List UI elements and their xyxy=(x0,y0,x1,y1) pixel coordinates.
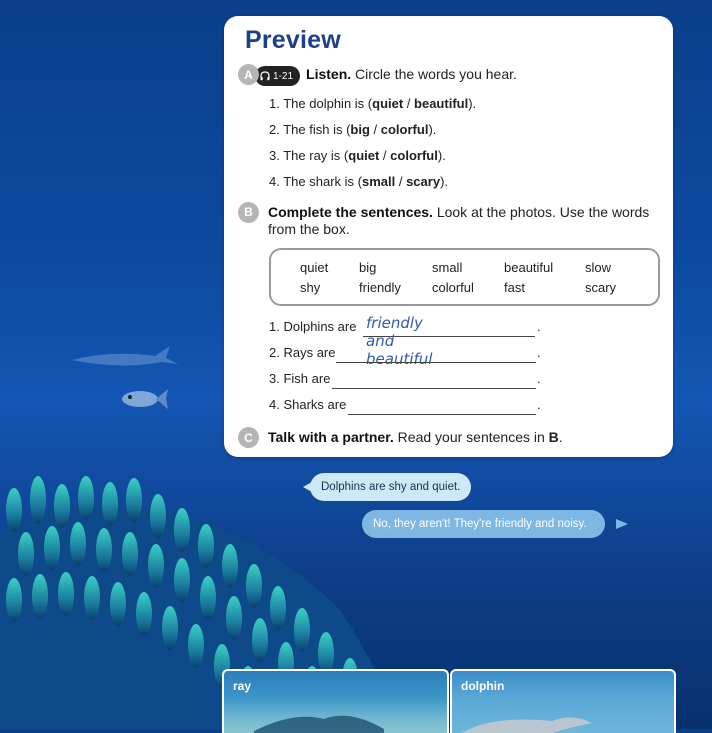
answer-blank[interactable] xyxy=(332,371,536,389)
word-box-word: friendly xyxy=(359,280,401,295)
shark-silhouette xyxy=(70,340,180,380)
word-box xyxy=(269,248,660,306)
section-a-instruction: Circle the words you hear. xyxy=(355,66,517,82)
word-box-word: shy xyxy=(300,280,321,295)
choice-word[interactable]: colorful xyxy=(390,148,438,163)
section-badge-a: A xyxy=(238,64,259,85)
word-box-word: fast xyxy=(504,280,525,295)
photo-label-dolphin: dolphin xyxy=(461,679,505,693)
word-box-word: colorful xyxy=(432,280,474,295)
speech-bubble-tail xyxy=(616,519,628,529)
speech-bubble-student-a: Dolphins are shy and quiet. xyxy=(310,473,471,501)
choice-word[interactable]: big xyxy=(350,122,370,137)
section-b-lead: Complete the sentences. xyxy=(268,204,433,220)
list-item: 1. The dolphin is (quiet / beautiful). xyxy=(269,96,477,111)
section-c-lead: Talk with a partner. xyxy=(268,429,394,445)
section-c-header: C Talk with a partner. Read your sentences in B. xyxy=(238,429,563,448)
section-b-header xyxy=(238,204,658,238)
choice-word[interactable]: quiet xyxy=(348,148,380,163)
choice-word[interactable]: colorful xyxy=(380,122,429,137)
choice-word[interactable]: small xyxy=(361,174,396,189)
list-item: 4. Sharks are . xyxy=(269,397,356,423)
fish-image xyxy=(118,384,170,412)
list-item: 1. Dolphins are friendly and beautiful . xyxy=(269,314,541,368)
handwritten-answer: friendly and beautiful xyxy=(366,314,433,368)
ray-photo xyxy=(222,669,449,733)
audio-track-number: 1-21 xyxy=(273,70,294,82)
answer-blank[interactable] xyxy=(336,345,536,363)
section-badge-c: C xyxy=(238,427,259,448)
choice-word[interactable]: quiet xyxy=(372,96,404,111)
section-b-instruction: Look at the photos. Use the words from the box. xyxy=(268,204,650,237)
list-item: 2. Rays are . xyxy=(269,345,356,371)
preview-card xyxy=(224,16,673,457)
section-badge-b: B xyxy=(238,202,259,223)
word-box-word: beautiful xyxy=(504,260,554,275)
list-item: 2. The fish is (big / colorful). xyxy=(269,122,437,137)
choice-word[interactable]: beautiful xyxy=(414,96,469,111)
audio-track-button[interactable] xyxy=(255,66,300,86)
headphones-icon xyxy=(260,71,270,81)
word-box-word: big xyxy=(359,260,377,275)
list-item: 3. Fish are . xyxy=(269,371,356,397)
dolphin-photo xyxy=(450,669,676,733)
list-item: 4. The shark is (small / scary). xyxy=(269,174,449,189)
speech-bubble-student-b: No, they aren't! They're friendly and noisy. xyxy=(362,510,605,538)
photo-label-ray: ray xyxy=(233,679,252,693)
sentence-items xyxy=(269,314,541,423)
choice-word[interactable]: scary xyxy=(406,174,441,189)
section-a-header xyxy=(238,66,517,86)
word-box-word: scary xyxy=(585,280,617,295)
section-a-lead: Listen. xyxy=(306,66,352,82)
word-box-word: quiet xyxy=(300,260,329,275)
word-box-word: small xyxy=(432,260,463,275)
listen-items xyxy=(269,96,476,200)
dolphin-image xyxy=(452,671,674,733)
ray-image xyxy=(224,671,447,733)
list-item: 3. The ray is (quiet / colorful). xyxy=(269,148,446,163)
word-box-word: slow xyxy=(585,260,612,275)
page-title: Preview xyxy=(245,26,341,54)
answer-blank[interactable] xyxy=(348,397,536,415)
